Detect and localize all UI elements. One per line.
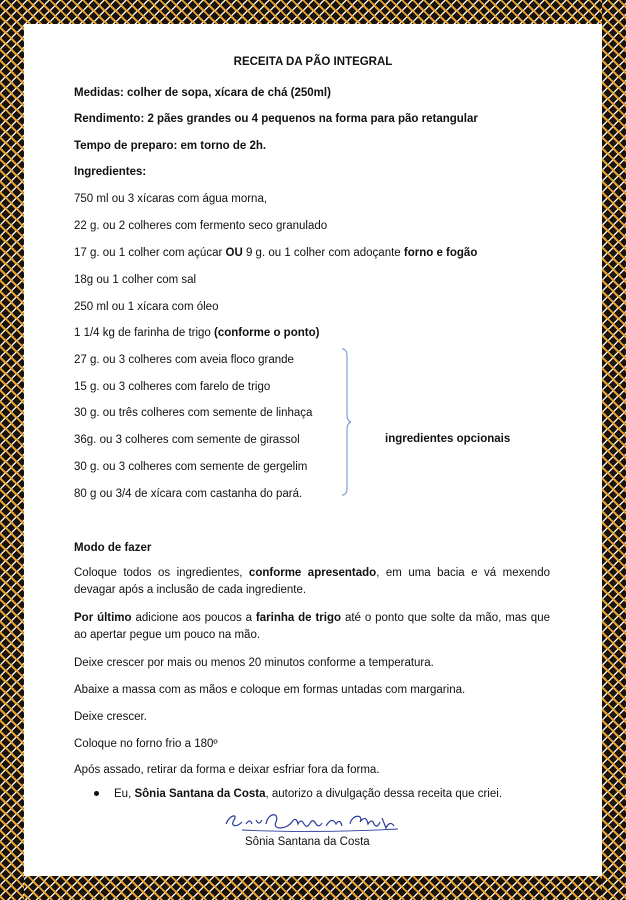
ingredient-item: 30 g. ou 3 colheres com semente de gergelim bbox=[74, 461, 308, 473]
bullet-icon bbox=[94, 791, 99, 796]
decorative-border-bottom bbox=[0, 876, 626, 900]
step-1 bbox=[74, 565, 550, 599]
ingredient-item: 30 g. ou três colheres com semente de linhaça bbox=[74, 407, 313, 419]
step-2 bbox=[74, 610, 550, 644]
author-name: Sônia Santana da Costa bbox=[134, 788, 266, 800]
step-2-flour: farinha de trigo bbox=[255, 612, 342, 624]
ingredient-item: 27 g. ou 3 colheres com aveia floco grande bbox=[74, 354, 294, 366]
step-1-emphasis: conforme apresentado bbox=[248, 567, 377, 579]
author-prefix: Eu, bbox=[114, 788, 132, 800]
step-5: Deixe crescer. bbox=[74, 711, 147, 723]
ingredient-item: 15 g. ou 3 colheres com farelo de trigo bbox=[74, 381, 271, 393]
ingredient-sweetener: 9 g. ou 1 colher com adoçante bbox=[245, 247, 401, 259]
ingredient-item: 18g ou 1 colher com sal bbox=[74, 274, 197, 286]
rendimento-line: Rendimento: 2 pães grandes ou 4 pequenos na forma para pão retangular bbox=[74, 113, 478, 125]
medidas-line: Medidas: colher de sopa, xícara de chá (250ml) bbox=[74, 87, 331, 99]
decorative-border-left bbox=[0, 0, 24, 900]
ingredient-sugar-note: forno e fogão bbox=[403, 247, 478, 259]
modo-heading: Modo de fazer bbox=[74, 542, 152, 554]
step-2-emphasis: Por último bbox=[74, 612, 132, 624]
step-2-rest: até o ponto que solte da mão, mas que ao apertar pegue um pouco na mão. bbox=[74, 612, 550, 641]
ingredient-sugar-text: 17 g. ou 1 colher com açúcar bbox=[74, 247, 223, 259]
step-1-rest: , em uma bacia e vá mexendo devagar após a inclusão de cada ingrediente. bbox=[74, 567, 550, 596]
ingredientes-heading: Ingredientes: bbox=[74, 166, 147, 178]
ingredient-item-sugar bbox=[74, 246, 477, 260]
tempo-line: Tempo de preparo: em torno de 2h. bbox=[74, 140, 267, 152]
step-1-text: Coloque todos os ingredientes, bbox=[74, 567, 243, 579]
optional-ingredients-label: ingredientes opcionais bbox=[385, 433, 511, 445]
step-4: Abaixe a massa com as mãos e coloque em formas untadas com margarina. bbox=[74, 684, 466, 696]
ingredient-item: 80 g ou 3/4 de xícara com castanha do pará. bbox=[74, 488, 303, 500]
ingredient-item: 250 ml ou 1 xícara com óleo bbox=[74, 301, 219, 313]
ingredient-item: 36g. ou 3 colheres com semente de girassol bbox=[74, 434, 300, 446]
author-statement bbox=[114, 787, 502, 801]
recipe-title: RECEITA DA PÃO INTEGRAL bbox=[233, 56, 393, 68]
step-2-text: adicione aos poucos a bbox=[135, 612, 253, 624]
step-3: Deixe crescer por mais ou menos 20 minutos conforme a temperatura. bbox=[74, 657, 434, 669]
optional-brace bbox=[340, 348, 352, 496]
author-suffix: , autorizo a divulgação dessa receita que criei. bbox=[265, 788, 503, 800]
step-7: Após assado, retirar da forma e deixar esfriar fora da forma. bbox=[74, 764, 380, 776]
ingredient-item-flour bbox=[74, 326, 319, 340]
ingredient-item: 22 g. ou 2 colheres com fermento seco granulado bbox=[74, 220, 328, 232]
step-6: Coloque no forno frio a 180º bbox=[74, 738, 218, 750]
ingredient-flour-note: (conforme o ponto) bbox=[214, 327, 320, 339]
ingredient-or: OU bbox=[225, 247, 243, 259]
ingredient-item: 750 ml ou 3 xícaras com água morna, bbox=[74, 193, 268, 205]
ingredient-flour-text: 1 1/4 kg de farinha de trigo bbox=[74, 327, 211, 339]
signature-name: Sônia Santana da Costa bbox=[245, 836, 370, 848]
decorative-border-top bbox=[0, 0, 626, 24]
handwritten-signature bbox=[222, 810, 402, 834]
decorative-border-right bbox=[602, 0, 626, 900]
